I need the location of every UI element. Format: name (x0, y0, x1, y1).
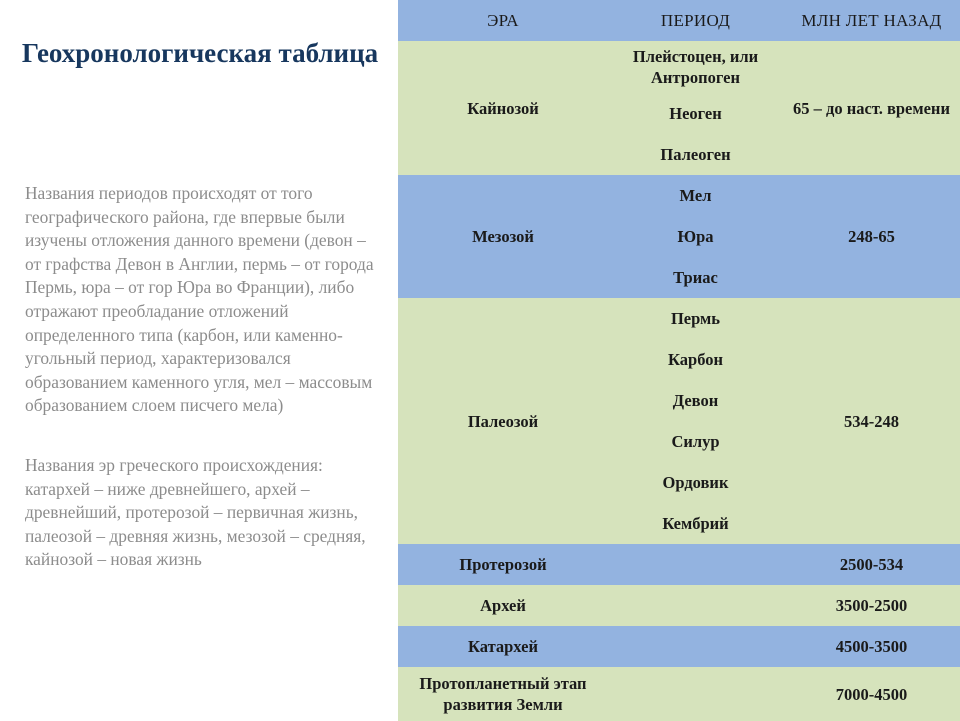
period-cell: Неоген (608, 93, 783, 134)
periods-note: Названия периодов происходят от того географического района, где впервые были изучены отложения данного времени (девон – от графства Девон в Англии, пермь – от города Пермь, юра – от гор Юра во Франции), либо отражают преобладание отложений определенного типа (карбон, или каменно-угольный период, характеризовался образованием каменного угля, мел – массовым образованием слоем писчего мела) (25, 183, 374, 416)
header-era: ЭРА (398, 0, 608, 41)
page-title: Геохронологическая таблица (21, 38, 379, 68)
age-cell-archean: 3500-2500 (783, 585, 960, 626)
table-row (398, 41, 960, 93)
header-period: ПЕРИОД (608, 0, 783, 41)
table-row (398, 298, 960, 339)
period-cell: Триас (608, 257, 783, 298)
period-cell: Девон (608, 380, 783, 421)
table-row (398, 585, 960, 626)
period-cell: Силур (608, 421, 783, 462)
table-header-row (398, 0, 960, 41)
age-cell-katarchean: 4500-3500 (783, 626, 960, 667)
era-cell-protoplanetary: Протопланетный этап развития Земли (398, 667, 608, 721)
period-cell-empty (608, 585, 783, 626)
table-row (398, 667, 960, 721)
table-row (398, 544, 960, 585)
table-row (398, 626, 960, 667)
period-cell: Мел (608, 175, 783, 216)
period-cell: Палеоген (608, 134, 783, 175)
age-cell-paleozoic: 534-248 (783, 298, 960, 544)
era-cell-paleozoic: Палеозой (398, 298, 608, 544)
geochronological-table (398, 0, 960, 721)
period-cell-empty (608, 544, 783, 585)
period-cell: Пермь (608, 298, 783, 339)
period-cell: Юра (608, 216, 783, 257)
age-cell-mesozoic: 248-65 (783, 175, 960, 298)
era-cell-proterozoic: Протерозой (398, 544, 608, 585)
eras-note: Названия эр греческого происхождения: катархей – ниже древнейшего, архей – древнейший, протерозой – первичная жизнь, палеозой – древняя жизнь, мезозой – средняя, кайнозой – новая жизнь (25, 455, 366, 570)
header-age: МЛН ЛЕТ НАЗАД (783, 0, 960, 41)
period-cell: Кембрий (608, 503, 783, 544)
age-cell-proterozoic: 2500-534 (783, 544, 960, 585)
period-cell: Плейстоцен, или Антропоген (608, 41, 783, 93)
era-cell-katarchean: Катархей (398, 626, 608, 667)
period-cell: Карбон (608, 339, 783, 380)
period-cell: Ордовик (608, 462, 783, 503)
period-cell-empty (608, 667, 783, 721)
table-row (398, 175, 960, 216)
left-panel (0, 0, 398, 720)
era-cell-mesozoic: Мезозой (398, 175, 608, 298)
period-cell-empty (608, 626, 783, 667)
age-cell-protoplanetary: 7000-4500 (783, 667, 960, 721)
era-cell-cenozoic: Кайнозой (398, 41, 608, 175)
era-cell-archean: Архей (398, 585, 608, 626)
age-cell-cenozoic: 65 – до наст. времени (783, 41, 960, 175)
